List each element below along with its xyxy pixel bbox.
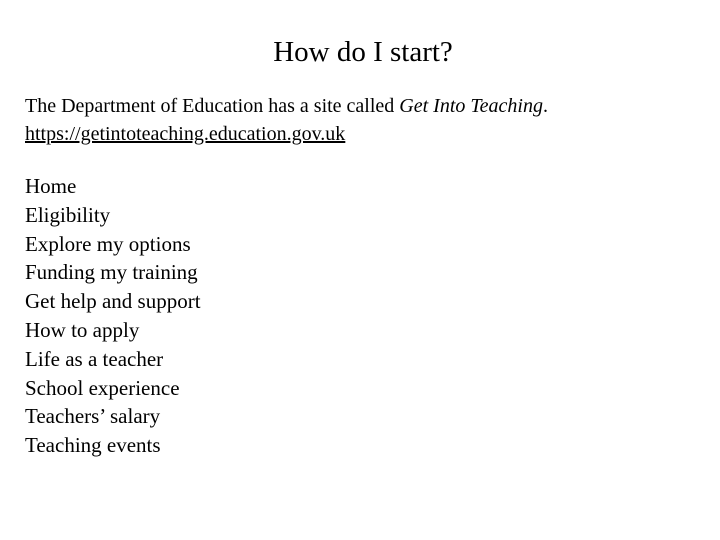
menu-item-teachers-salary: Teachers’ salary (25, 404, 161, 429)
menu-item-eligibility: Eligibility (25, 202, 111, 227)
intro-period: . (543, 95, 548, 117)
menu-item-help-support: Get help and support (25, 289, 201, 314)
menu-item-life-as-teacher: Life as a teacher (25, 346, 164, 371)
menu-item-teaching-events: Teaching events (25, 433, 161, 458)
menu-item-how-to-apply: How to apply (25, 317, 140, 342)
site-name: Get Into Teaching (399, 95, 543, 117)
intro-text: The Department of Education has a site called (25, 95, 400, 117)
slide-title: How do I start? (273, 36, 453, 68)
site-link[interactable]: https://getintoteaching.education.gov.uk (25, 123, 346, 145)
menu-item-home: Home (25, 174, 77, 198)
intro-paragraph (25, 92, 705, 148)
site-menu-list (25, 172, 201, 460)
menu-item-school-experience: School experience (25, 375, 180, 400)
menu-item-explore-options: Explore my options (25, 231, 191, 256)
menu-item-funding-training: Funding my training (25, 260, 198, 285)
